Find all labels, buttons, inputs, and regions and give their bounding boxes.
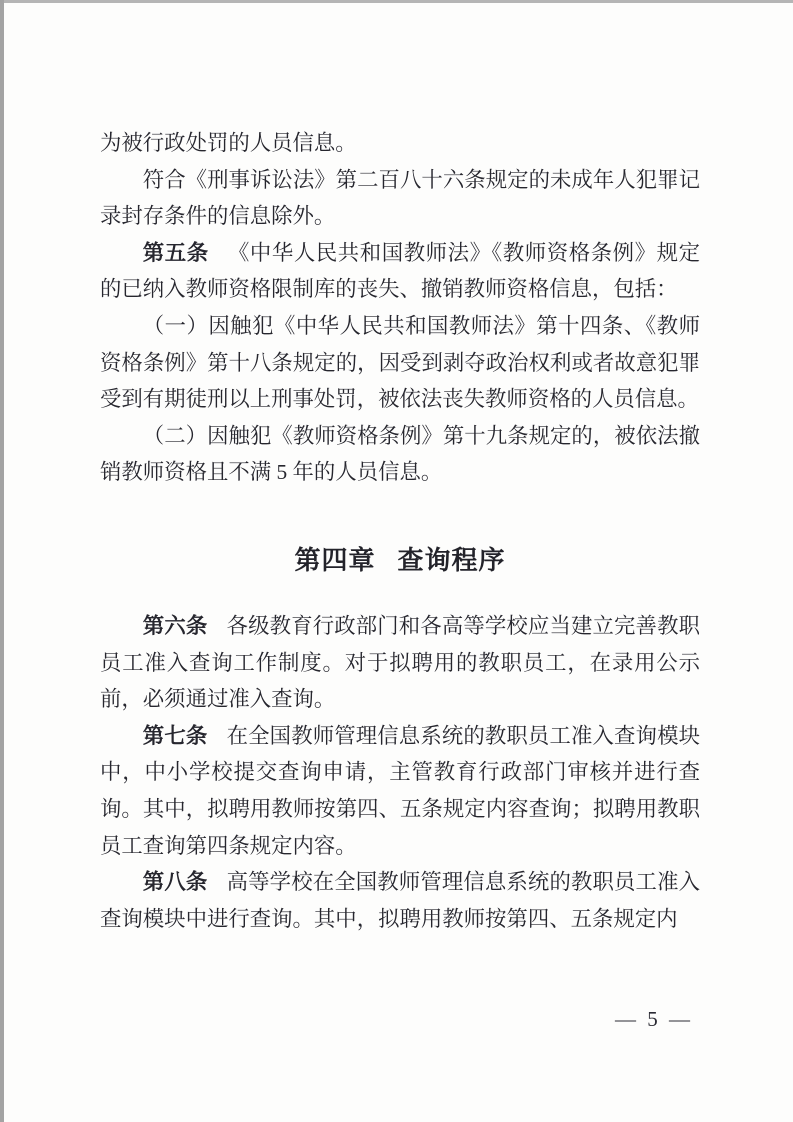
article-label: 第五条 [142, 240, 209, 265]
paragraph [100, 162, 700, 235]
paragraph-text: 各级教育行政部门和各高等学校应当建立完善教职员工准入查询工作制度。对于拟聘用的教职员工，在录用公示前，必须通过准入查询。 [100, 613, 700, 712]
paragraph-text: 符合《刑事诉讼法》第二百八十六条规定的未成年人犯罪记录封存条件的信息除外。 [100, 167, 700, 229]
article-label: 第六条 [142, 613, 208, 638]
paragraph-text: 在全国教师管理信息系统的教职员工准入查询模块中，中小学校提交查询申请，主管教育行政部门审核并进行查询。其中，拟聘用教师按第四、五条规定内容查询；拟聘用教职员工查询第四条规定内容。 [100, 723, 700, 858]
paragraph-text: 《中华人民共和国教师法》《教师资格条例》规定的已纳入教师资格限制库的丧失、撤销教师资格信息，包括： [100, 240, 700, 302]
article-label: 第七条 [142, 723, 208, 748]
paragraph-article-8 [100, 864, 700, 937]
paragraph-article-5 [100, 235, 700, 308]
paragraph-text: （二）因触犯《教师资格条例》第十九条规定的，被依法撤销教师资格且不满 5 年的人员信息。 [100, 423, 700, 485]
paragraph-article-6 [100, 608, 700, 718]
scan-edge-top [0, 0, 793, 3]
chapter-heading [100, 543, 700, 577]
article-label: 第八条 [142, 870, 208, 895]
paragraph-text: 为被行政处罚的人员信息。 [100, 131, 357, 155]
chapter-number: 第四章 [294, 544, 376, 575]
paragraph-continuation [100, 125, 700, 162]
page-number: — 5 — [615, 1007, 693, 1031]
document-text-block [100, 125, 700, 937]
paragraph-text: （一）因触犯《中华人民共和国教师法》第十四条、《教师资格条例》第十八条规定的，因受到剥夺政治权利或者故意犯罪受到有期徒刑以上刑事处罚，被依法丧失教师资格的人员信息。 [100, 313, 700, 412]
paragraph-item-2 [100, 418, 700, 491]
paragraph-text: 高等学校在全国教师管理信息系统的教职员工准入查询模块中进行查询。其中，拟聘用教师按第四、五条规定内 [100, 870, 700, 931]
paragraph-item-1 [100, 308, 700, 418]
scan-edge-left [0, 0, 4, 1122]
chapter-title: 查询程序 [397, 544, 506, 575]
paragraph-article-7 [100, 718, 700, 864]
